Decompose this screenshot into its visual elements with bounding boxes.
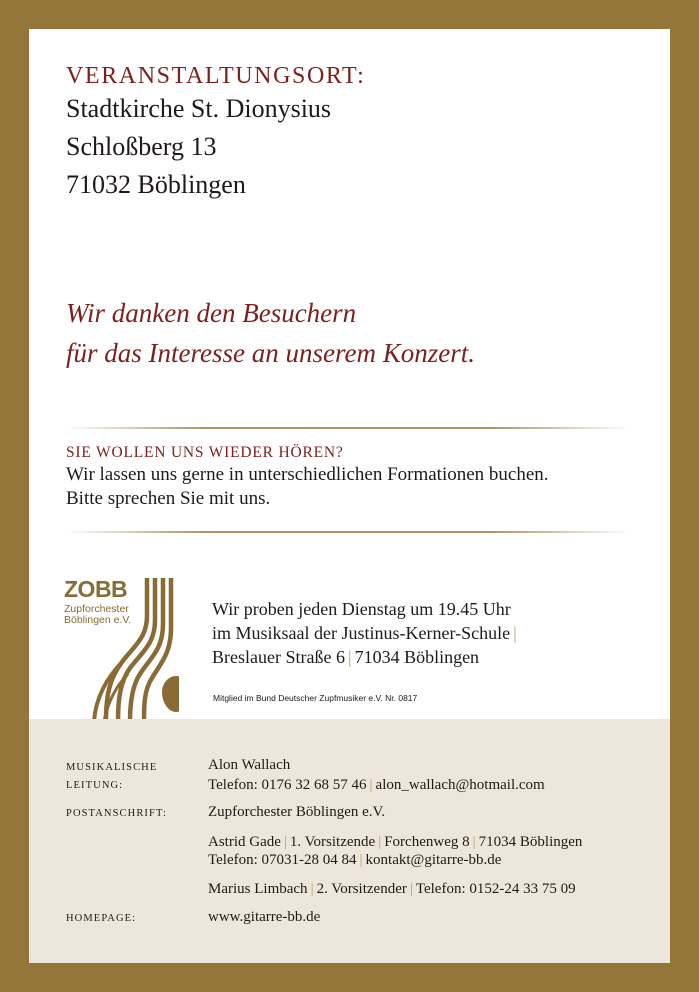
membership-note: Mitglied im Bund Deutscher Zupfmusiker e.V. Nr. 0817 — [213, 693, 418, 703]
chair2-line — [208, 879, 576, 899]
musical-director-label-1: MUSIKALISCHE — [66, 762, 158, 773]
separator: | — [347, 647, 352, 667]
logo-subtitle-1: Zupforchester — [64, 603, 129, 615]
thanks-line-2: für das Interesse an unserem Konzert. — [66, 338, 475, 368]
org-name: Zupforchester Böblingen e.V. — [208, 804, 386, 820]
separator: | — [378, 834, 382, 850]
homepage-link[interactable]: www.gitarre-bb.de — [208, 909, 321, 925]
separator: | — [369, 777, 373, 793]
separator: | — [513, 623, 517, 643]
venue-block — [66, 62, 365, 204]
chair1-phone: Telefon: 07031-28 04 84 — [208, 852, 357, 868]
chair1-name: Astrid Gade — [208, 834, 281, 850]
chair1-contact — [208, 850, 501, 870]
chair2-name: Marius Limbach — [208, 881, 308, 897]
venue-street: Schloßberg 13 — [66, 132, 217, 161]
rehearsal-line-1: Wir proben jeden Dienstag um 19.45 Uhr — [212, 599, 511, 619]
logo-subtitle-2: Böblingen e.V. — [64, 614, 132, 626]
booking-line-2: Bitte sprechen Sie mit uns. — [66, 488, 271, 509]
rehearsal-line-2 — [212, 621, 520, 645]
director-phone: Telefon: 0176 32 68 57 46 — [208, 777, 367, 793]
separator: | — [359, 852, 363, 868]
booking-heading: SIE WOLLEN UNS WIEDER HÖREN? — [66, 444, 344, 461]
thanks-line-1: Wir danken den Besuchern — [66, 298, 357, 328]
chair1-street: Forchenweg 8 — [384, 834, 470, 850]
venue-city: 71032 Böblingen — [66, 170, 246, 199]
divider-top — [66, 427, 629, 429]
venue-heading: VERANSTALTUNGSORT: — [66, 63, 366, 89]
venue-name: Stadtkirche St. Dionysius — [66, 94, 332, 123]
rehearsal-info — [212, 597, 520, 669]
rehearsal-line-3 — [212, 645, 520, 669]
musical-director-label-2: LEITUNG: — [66, 780, 124, 791]
director-contact — [208, 775, 545, 795]
separator: | — [409, 881, 413, 897]
chair1-city: 71034 Böblingen — [478, 834, 583, 850]
rehearsal-city: 71034 Böblingen — [354, 647, 480, 667]
homepage-label: HOMEPAGE: — [66, 913, 137, 924]
booking-block — [66, 443, 549, 511]
rehearsal-location: im Musiksaal der Justinus-Kerner-Schule — [212, 623, 511, 643]
chair2-phone: Telefon: 0152-24 33 75 09 — [415, 881, 576, 897]
booking-line-1: Wir lassen uns gerne in unterschiedlichen Formationen buchen. — [66, 464, 549, 485]
thanks-message — [66, 293, 475, 373]
rehearsal-street: Breslauer Straße 6 — [212, 647, 345, 667]
contact-footer — [29, 719, 670, 963]
director-name: Alon Wallach — [208, 757, 291, 773]
postal-address-label: POSTANSCHRIFT: — [66, 808, 167, 819]
zobb-logo — [64, 576, 179, 721]
director-email[interactable]: alon_wallach@hotmail.com — [375, 777, 545, 793]
flyer-page — [29, 29, 670, 963]
logo-name: ZOBB — [64, 576, 128, 602]
divider-bottom — [66, 531, 629, 533]
chair1-role: 1. Vorsitzende — [289, 834, 376, 850]
separator: | — [472, 834, 476, 850]
separator: | — [310, 881, 314, 897]
separator: | — [283, 834, 287, 850]
chair1-email[interactable]: kontakt@gitarre-bb.de — [365, 852, 502, 868]
chair2-role: 2. Vorsitzender — [316, 881, 407, 897]
chair1-line — [208, 832, 582, 852]
